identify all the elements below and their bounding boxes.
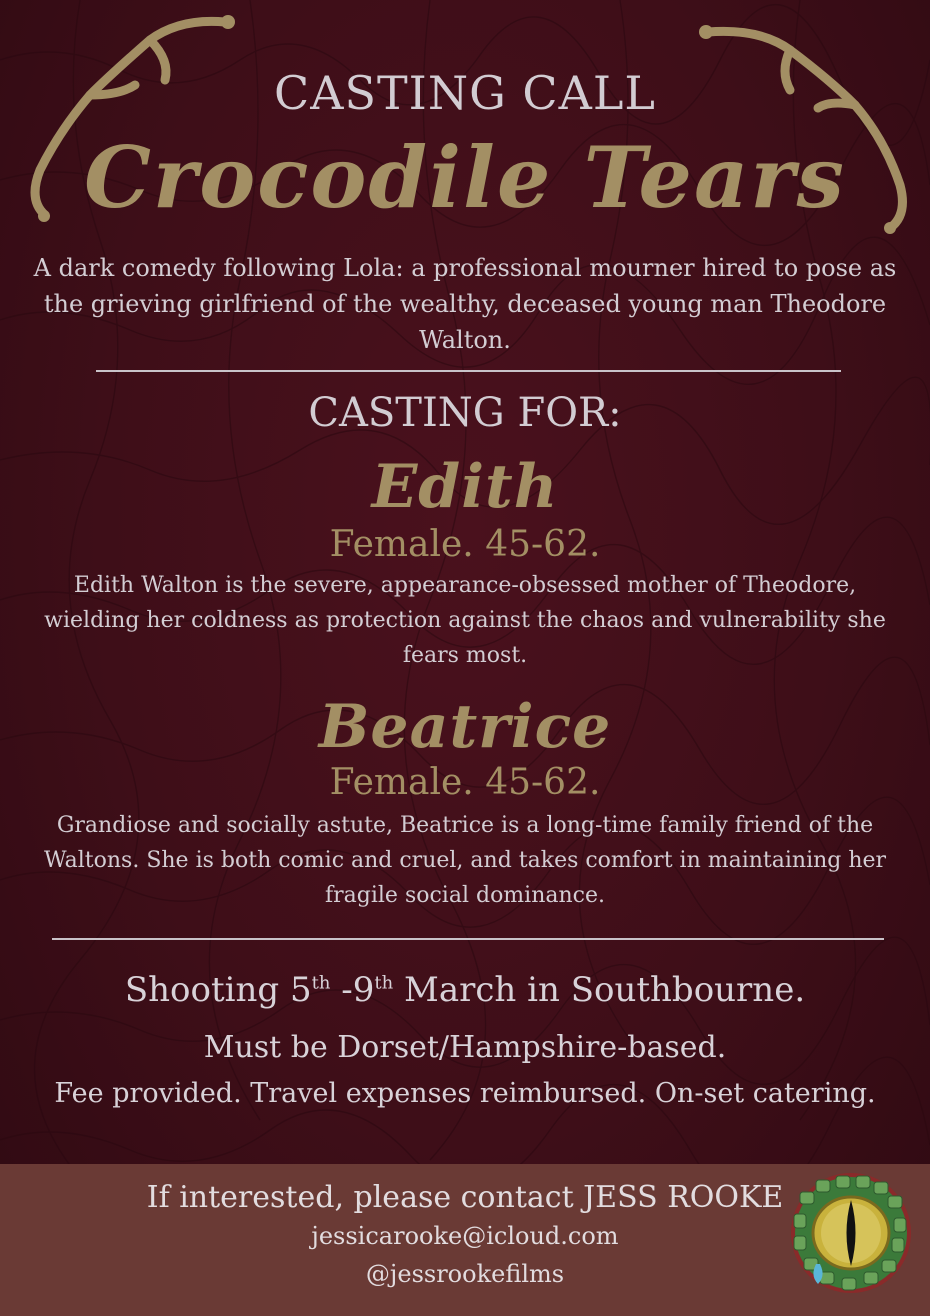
shooting-prefix: Shooting 5 [124,970,312,1010]
role-description-beatrice: Grandiose and socially astute, Beatrice is a long-time family friend of the Waltons. She is both comic and cruel, and takes comfort in maintaining her fragile social dominance. [43,813,887,908]
perks-line: Fee provided. Travel expenses reimbursed. On-set catering. [54,1078,876,1109]
casting-for-heading: CASTING FOR: [308,390,622,436]
contact-handle[interactable]: @jessrookefilms [365,1260,565,1288]
shooting-mid: -9 [330,970,375,1010]
divider-bottom [52,938,884,940]
shooting-sup-2: th [374,972,394,994]
crocodile-eye-icon [790,1172,912,1294]
divider-top [96,370,841,372]
film-title: Crocodile Tears [84,128,846,227]
location-requirement: Must be Dorset/Hampshire-based. [203,1030,727,1065]
film-synopsis: A dark comedy following Lola: a professional mourner hired to pose as the grieving girlfriend of the wealthy, deceased young man Theodore Walton. [33,254,897,354]
shooting-dates [0,970,930,1010]
contact-line: If interested, please contact JESS ROOKE [146,1180,784,1215]
role-description-edith: Edith Walton is the severe, appearance-obsessed mother of Theodore, wielding her coldness as protection against the chaos and vulnerability she fears most. [44,573,886,668]
role-meta-edith: Female. 45-62. [329,524,601,565]
role-meta-beatrice: Female. 45-62. [329,762,601,803]
contact-email[interactable]: jessicarooke@icloud.com [311,1222,619,1250]
shooting-sup-1: th [311,972,331,994]
shooting-suffix: March in Southbourne. [393,970,806,1010]
casting-call-heading: CASTING CALL [274,66,656,120]
role-name-beatrice: Beatrice [318,692,612,762]
role-name-edith: Edith [371,452,559,522]
